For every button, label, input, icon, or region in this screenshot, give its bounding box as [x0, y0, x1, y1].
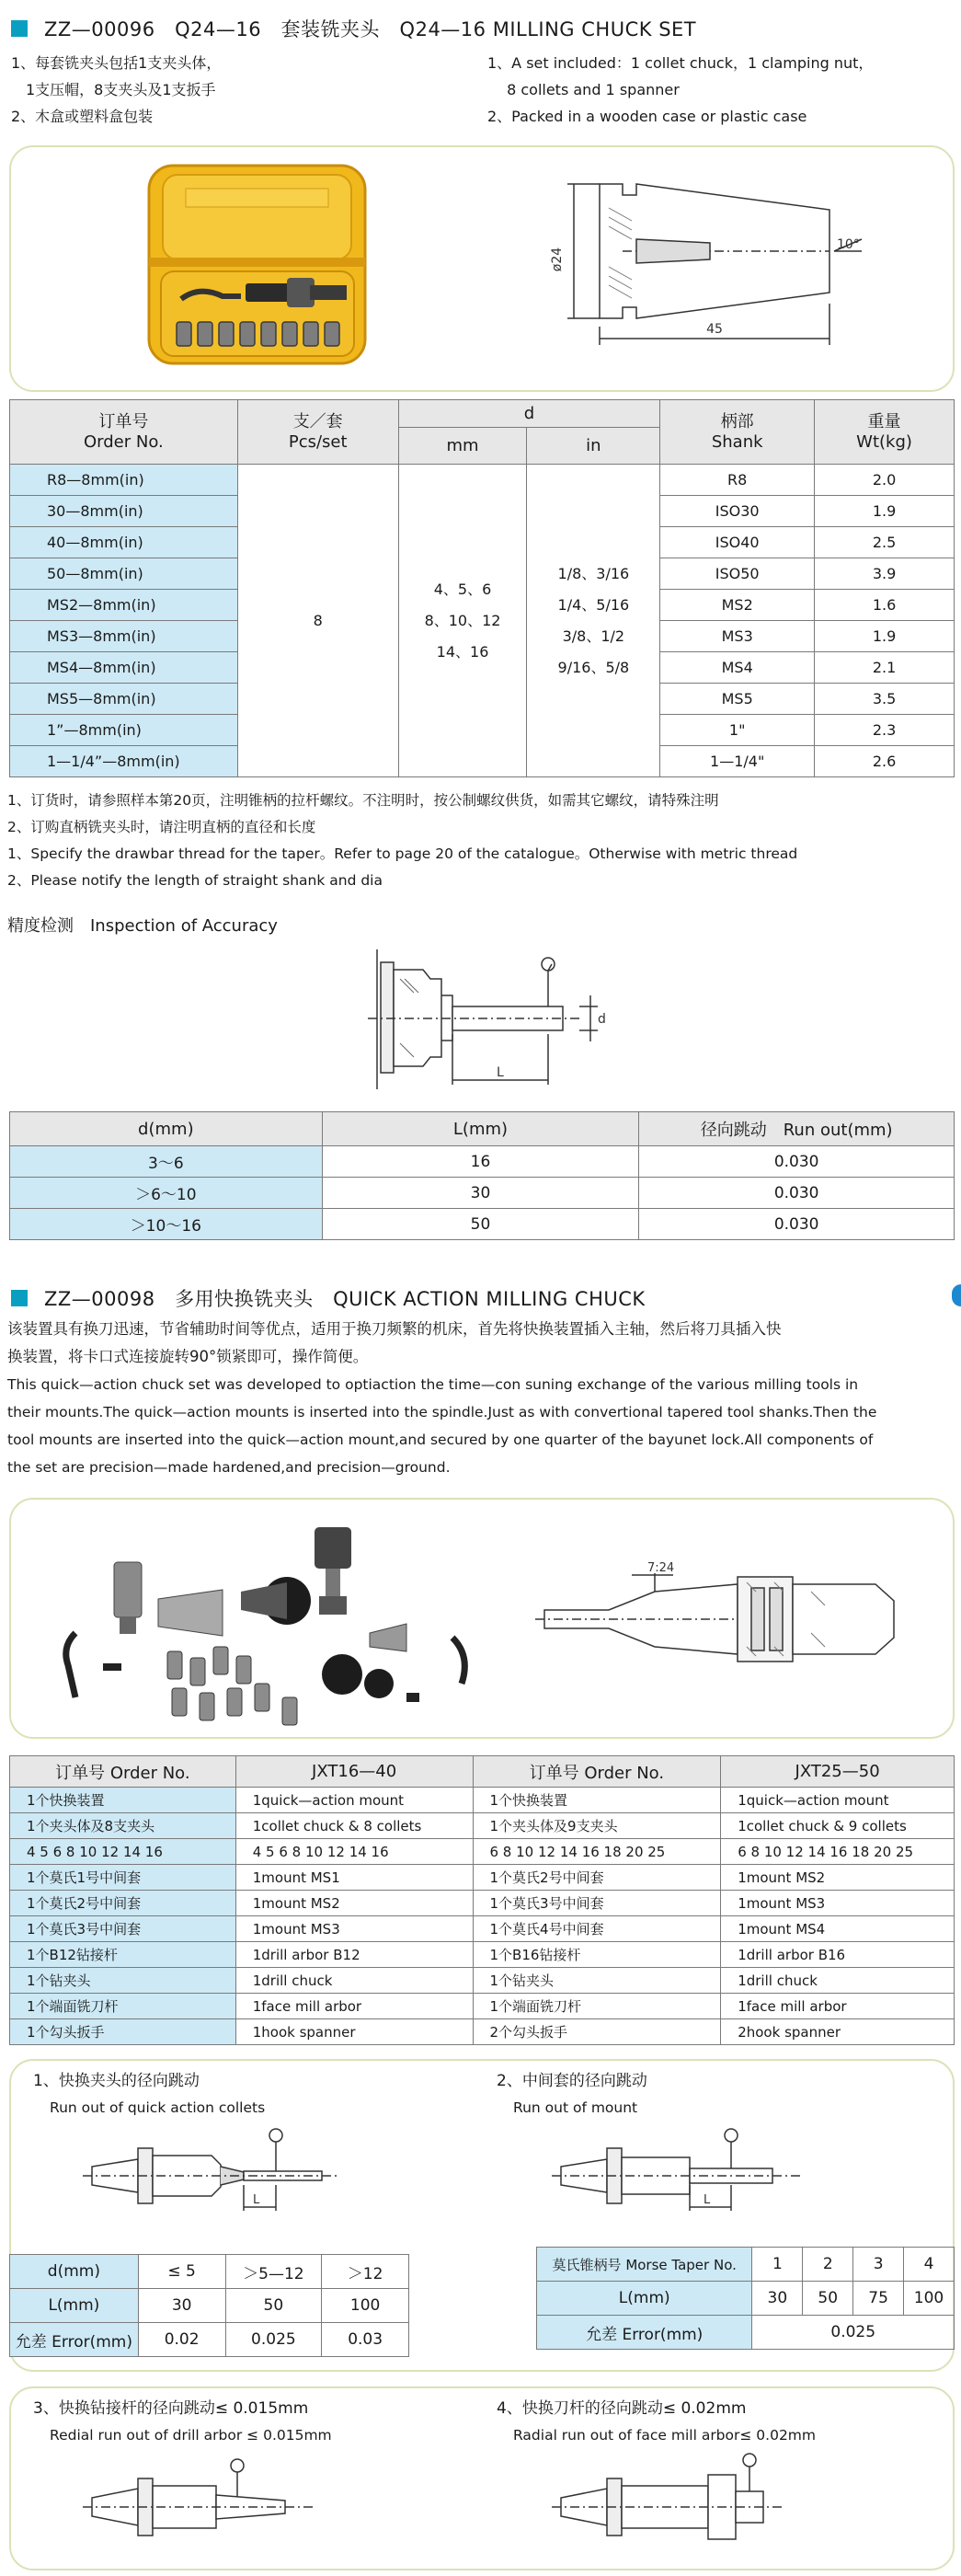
- product-panel: [9, 145, 955, 392]
- shank-cell: MS2: [660, 590, 815, 621]
- weight-cell: 3.5: [815, 684, 955, 715]
- cell: 1collet chuck & 9 collets: [721, 1813, 955, 1839]
- section1-cn-list: [11, 50, 221, 130]
- inspection-drawing: [349, 942, 625, 1098]
- order-cell: 1”—8mm(in): [10, 715, 238, 746]
- runout2-titles: [497, 2068, 647, 2122]
- runout1-titles: [33, 2068, 265, 2122]
- en-paragraph-line: This quick—action chuck set was developed to optiaction the time—con suning exchange of the various milling tools in: [7, 1376, 859, 1393]
- col-header-shank: 柄部 Shank: [660, 400, 815, 465]
- col-header-weight: 重量 Wt(kg): [815, 400, 955, 465]
- cell: 1个莫氏3号中间套: [473, 1891, 721, 1916]
- section2-header: [11, 1284, 646, 1312]
- components-image: [66, 1527, 465, 1725]
- cell: 50: [225, 2289, 322, 2323]
- cell: 1个莫氏4号中间套: [473, 1916, 721, 1942]
- cell: 1个勾头扳手: [10, 2019, 236, 2045]
- cell: 1drill chuck: [235, 1968, 473, 1994]
- cn-line: 2、木盒或塑料盒包装: [11, 108, 154, 125]
- section-marker-icon: [11, 1290, 28, 1306]
- note-line: 1、Specify the drawbar thread for the taper。Refer to page 20 of the catalogue。Otherwise with metric thread: [7, 845, 798, 862]
- table-row: [10, 2255, 409, 2289]
- quick-chuck-drawing: [535, 1573, 894, 1662]
- runout2-table: [536, 2247, 955, 2350]
- cell: 允差 Error(mm): [10, 2323, 139, 2357]
- col-header: d(mm): [10, 1112, 323, 1146]
- table-row: [10, 2323, 409, 2357]
- col-header: 订单号 Order No.: [473, 1756, 721, 1788]
- order-cell: 40—8mm(in): [10, 527, 238, 558]
- table-row: [10, 1968, 955, 1994]
- cell: 1: [752, 2248, 803, 2282]
- en-paragraph-line: their mounts.The quick—action mounts is inserted into the spindle.Just as with convertional tapered tool shanks.Then the: [7, 1404, 877, 1420]
- cell: ＞5—12: [225, 2255, 322, 2289]
- cell: 1个快换装置: [10, 1788, 236, 1813]
- spec-table: [9, 399, 955, 777]
- cell: 4 5 6 8 10 12 14 16: [235, 1839, 473, 1865]
- cell: 允差 Error(mm): [537, 2316, 752, 2350]
- cell: 4: [904, 2248, 955, 2282]
- cell: 1个端面铣刀杆: [473, 1994, 721, 2019]
- col-header: JXT25—50: [721, 1756, 955, 1788]
- shank-cell: R8: [660, 465, 815, 496]
- table-row: [10, 1865, 955, 1891]
- cell: 3: [853, 2248, 904, 2282]
- en-paragraph-line: tool mounts are inserted into the quick—action mount,and secured by one quarter of the bayunet lock.All components of: [7, 1432, 874, 1448]
- quick-chuck-illustration: [11, 1500, 953, 1737]
- table-row: [537, 2316, 955, 2350]
- length-label: 45: [706, 322, 723, 337]
- shank-cell: MS5: [660, 684, 815, 715]
- runout2-title-en: Run out of mount: [513, 2099, 638, 2116]
- mm-line: 14、16: [436, 642, 489, 661]
- weight-cell: 3.9: [815, 558, 955, 590]
- weight-cell: 2.6: [815, 746, 955, 777]
- table-row: [10, 1146, 955, 1178]
- cell: 0.030: [639, 1146, 955, 1178]
- table-row: [10, 1994, 955, 2019]
- cell: 4 5 6 8 10 12 14 16: [10, 1839, 236, 1865]
- cell: 1个快换装置: [473, 1788, 721, 1813]
- cell: 莫氏锥柄号 Morse Taper No.: [537, 2248, 752, 2282]
- shank-cell: ISO40: [660, 527, 815, 558]
- pcs-cell: 8: [237, 465, 398, 777]
- order-cell: 50—8mm(in): [10, 558, 238, 590]
- weight-cell: 1.9: [815, 496, 955, 527]
- table-row: [10, 2019, 955, 2045]
- product-illustration: [11, 147, 953, 390]
- section1-title: ZZ—00096 Q24—16 套装铣夹头 Q24—16 MILLING CHUCK SET: [44, 18, 697, 40]
- angle-label: 10°: [837, 237, 860, 252]
- col-header: 径向跳动 Run out(mm): [639, 1112, 955, 1146]
- cell: 2hook spanner: [721, 2019, 955, 2045]
- order-cell: MS2—8mm(in): [10, 590, 238, 621]
- cell: 2: [803, 2248, 853, 2282]
- runout1-title-en: Run out of quick action collets: [50, 2099, 266, 2116]
- shank-cell: 1—1/4": [660, 746, 815, 777]
- cell: 1mount MS1: [235, 1865, 473, 1891]
- order-cell: 1—1/4”—8mm(in): [10, 746, 238, 777]
- cell: 1collet chuck & 8 collets: [235, 1813, 473, 1839]
- in-line: 3/8、1/2: [562, 627, 625, 645]
- cell: 3～6: [10, 1146, 323, 1178]
- cell: 1face mill arbor: [235, 1994, 473, 2019]
- cell: 1face mill arbor: [721, 1994, 955, 2019]
- section-marker-icon: [11, 20, 28, 37]
- order-cell: MS4—8mm(in): [10, 652, 238, 684]
- mm-line: 8、10、12: [424, 611, 501, 629]
- en-line: 2、Packed in a wooden case or plastic case: [487, 108, 807, 125]
- weight-cell: 1.9: [815, 621, 955, 652]
- L-label: L: [253, 2193, 260, 2207]
- dia-label: ø24: [550, 247, 565, 272]
- cell: 1个钻夹头: [473, 1968, 721, 1994]
- order-cell: 30—8mm(in): [10, 496, 238, 527]
- case-image: [149, 166, 365, 363]
- section1-notes: [7, 788, 797, 894]
- section2-title: ZZ—00098 多用快换铣夹头 QUICK ACTION MILLING CHUCK: [44, 1288, 646, 1310]
- runout3-title-cn: 3、快换钻接杆的径向跳动≤ 0.015mm: [33, 2399, 309, 2418]
- runout4-title-en: Radial run out of face mill arbor≤ 0.02mm: [513, 2427, 817, 2444]
- cell: 1mount MS4: [721, 1916, 955, 1942]
- collet-drawing: [567, 184, 862, 345]
- cn-paragraph-line: 换装置，将卡口式连接旋转90°锁紧即可，操作简便。: [7, 1348, 369, 1365]
- col-header: JXT16—40: [235, 1756, 473, 1788]
- cell: ≤ 5: [138, 2255, 225, 2289]
- weight-cell: 2.1: [815, 652, 955, 684]
- runout4-title-cn: 4、快换刀杆的径向跳动≤ 0.02mm: [497, 2399, 747, 2418]
- table-row: [10, 1178, 955, 1209]
- cell: 50: [803, 2282, 853, 2316]
- table-row: [10, 1942, 955, 1968]
- col-header-mm: mm: [398, 428, 527, 465]
- runout3-titles: [33, 2396, 332, 2449]
- mm-cell: [398, 465, 527, 777]
- cell: 100: [904, 2282, 955, 2316]
- shank-cell: ISO30: [660, 496, 815, 527]
- shank-cell: MS3: [660, 621, 815, 652]
- cell: 1mount MS2: [721, 1865, 955, 1891]
- table-row: [537, 2282, 955, 2316]
- cell: 0.025: [752, 2316, 955, 2350]
- weight-cell: 1.6: [815, 590, 955, 621]
- cell: d(mm): [10, 2255, 139, 2289]
- in-line: 9/16、5/8: [557, 658, 630, 676]
- cell: L(mm): [10, 2289, 139, 2323]
- cell: 1quick—action mount: [721, 1788, 955, 1813]
- order-cell: MS3—8mm(in): [10, 621, 238, 652]
- section2-description: [7, 1316, 955, 1481]
- cell: ＞6～10: [10, 1178, 323, 1209]
- cell: 6 8 10 12 14 16 18 20 25: [473, 1839, 721, 1865]
- runout3-drawing: [83, 2447, 359, 2558]
- cn-line: 1支压帽，8支夹头及1支扳手: [11, 81, 216, 98]
- cell: ＞10～16: [10, 1209, 323, 1240]
- table-row: [10, 1839, 955, 1865]
- cn-paragraph-line: 该装置具有换刀迅速，节省辅助时间等优点，适用于换刀频繁的机床，首先将快换装置插入主轴，然后将刀具插入快: [7, 1320, 782, 1338]
- runout3-title-en: Redial run out of drill arbor ≤ 0.015mm: [50, 2427, 332, 2444]
- cell: 1个B16钻接杆: [473, 1942, 721, 1968]
- shank-cell: ISO50: [660, 558, 815, 590]
- cell: 2个勾头扳手: [473, 2019, 721, 2045]
- cell: 1个莫氏1号中间套: [10, 1865, 236, 1891]
- cell: 1个夹头体及9支夹头: [473, 1813, 721, 1839]
- runout2-drawing: [552, 2121, 828, 2222]
- note-line: 1、订货时，请参照样本第20页，注明锥柄的拉杆螺纹。不注明时，按公制螺纹供货，如需其它螺纹，请特殊注明: [7, 792, 719, 809]
- cell: ＞12: [322, 2255, 409, 2289]
- cell: 0.025: [225, 2323, 322, 2357]
- cell: 30: [138, 2289, 225, 2323]
- col-header: 订单号 Order No.: [10, 1756, 236, 1788]
- en-line: 1、A set included：1 collet chuck，1 clamping nut，: [487, 54, 874, 72]
- shank-cell: MS4: [660, 652, 815, 684]
- cell: 0.030: [639, 1178, 955, 1209]
- L-label: L: [497, 1065, 504, 1080]
- weight-cell: 2.5: [815, 527, 955, 558]
- quick-chuck-panel: [9, 1498, 955, 1739]
- cell: 16: [322, 1146, 639, 1178]
- col-header-pcs: 支／套 Pcs/set: [237, 400, 398, 465]
- L-label: L: [704, 2193, 711, 2207]
- cell: 1drill arbor B12: [235, 1942, 473, 1968]
- note-line: 2、Please notify the length of straight shank and dia: [7, 872, 383, 889]
- shank-cell: 1": [660, 715, 815, 746]
- runout4-titles: [497, 2396, 816, 2449]
- table-row: [537, 2248, 955, 2282]
- cell: 30: [322, 1178, 639, 1209]
- cell: 1个莫氏3号中间套: [10, 1916, 236, 1942]
- order-table: [9, 1755, 955, 2045]
- cell: 1mount MS2: [235, 1891, 473, 1916]
- inspection-title: 精度检测 Inspection of Accuracy: [7, 916, 278, 936]
- cell: 0.03: [322, 2323, 409, 2357]
- en-line: 8 collets and 1 spanner: [487, 81, 680, 98]
- col-header-d: d: [398, 400, 660, 428]
- cell: 1个莫氏2号中间套: [10, 1891, 236, 1916]
- table-row: [10, 1813, 955, 1839]
- cell: L(mm): [537, 2282, 752, 2316]
- page-tab-marker: [952, 1284, 961, 1306]
- order-cell: R8—8mm(in): [10, 465, 238, 496]
- cell: 1个莫氏2号中间套: [473, 1865, 721, 1891]
- in-line: 1/4、5/16: [557, 595, 630, 614]
- note-line: 2、订购直柄铣夹头时，请注明直柄的直径和长度: [7, 819, 316, 835]
- cell: 75: [853, 2282, 904, 2316]
- section1-en-list: [487, 50, 873, 130]
- table-row: [10, 1916, 955, 1942]
- cell: 1hook spanner: [235, 2019, 473, 2045]
- col-header-order: 订单号 Order No.: [10, 400, 238, 465]
- in-cell: [527, 465, 660, 777]
- in-line: 1/8、3/16: [557, 564, 630, 582]
- cell: 1个夹头体及8支夹头: [10, 1813, 236, 1839]
- runout1-drawing: [83, 2121, 359, 2222]
- cell: 1drill arbor B16: [721, 1942, 955, 1968]
- taper-label: 7:24: [647, 1561, 675, 1575]
- col-header: L(mm): [322, 1112, 639, 1146]
- section1-header: [11, 15, 696, 42]
- weight-cell: 2.3: [815, 715, 955, 746]
- runout1-title-cn: 1、快换夹头的径向跳动: [33, 2072, 200, 2090]
- cell: 6 8 10 12 14 16 18 20 25: [721, 1839, 955, 1865]
- d-label: d: [598, 1012, 606, 1027]
- cn-line: 1、每套铣夹头包括1支夹头体，: [11, 54, 222, 72]
- cell: 1mount MS3: [721, 1891, 955, 1916]
- cell: 0.02: [138, 2323, 225, 2357]
- mm-line: 4、5、6: [433, 580, 492, 598]
- cell: 1个B12钻接杆: [10, 1942, 236, 1968]
- order-cell: MS5—8mm(in): [10, 684, 238, 715]
- weight-cell: 2.0: [815, 465, 955, 496]
- cell: 1quick—action mount: [235, 1788, 473, 1813]
- runout4-drawing: [552, 2447, 828, 2558]
- cell: 30: [752, 2282, 803, 2316]
- table-row: [10, 1788, 955, 1813]
- en-paragraph-line: the set are precision—made hardened,and precision—ground.: [7, 1459, 451, 1476]
- runout2-title-cn: 2、中间套的径向跳动: [497, 2072, 647, 2090]
- table-row: [10, 1891, 955, 1916]
- cell: 1个端面铣刀杆: [10, 1994, 236, 2019]
- cell: 1drill chuck: [721, 1968, 955, 1994]
- cell: 1mount MS3: [235, 1916, 473, 1942]
- accuracy-table: [9, 1111, 955, 1240]
- table-row: [10, 465, 955, 496]
- table-row: [10, 1209, 955, 1240]
- cell: 50: [322, 1209, 639, 1240]
- table-row: [10, 2289, 409, 2323]
- cell: 1个钻夹头: [10, 1968, 236, 1994]
- col-header-in: in: [527, 428, 660, 465]
- cell: 0.030: [639, 1209, 955, 1240]
- runout1-table: [9, 2254, 409, 2357]
- cell: 100: [322, 2289, 409, 2323]
